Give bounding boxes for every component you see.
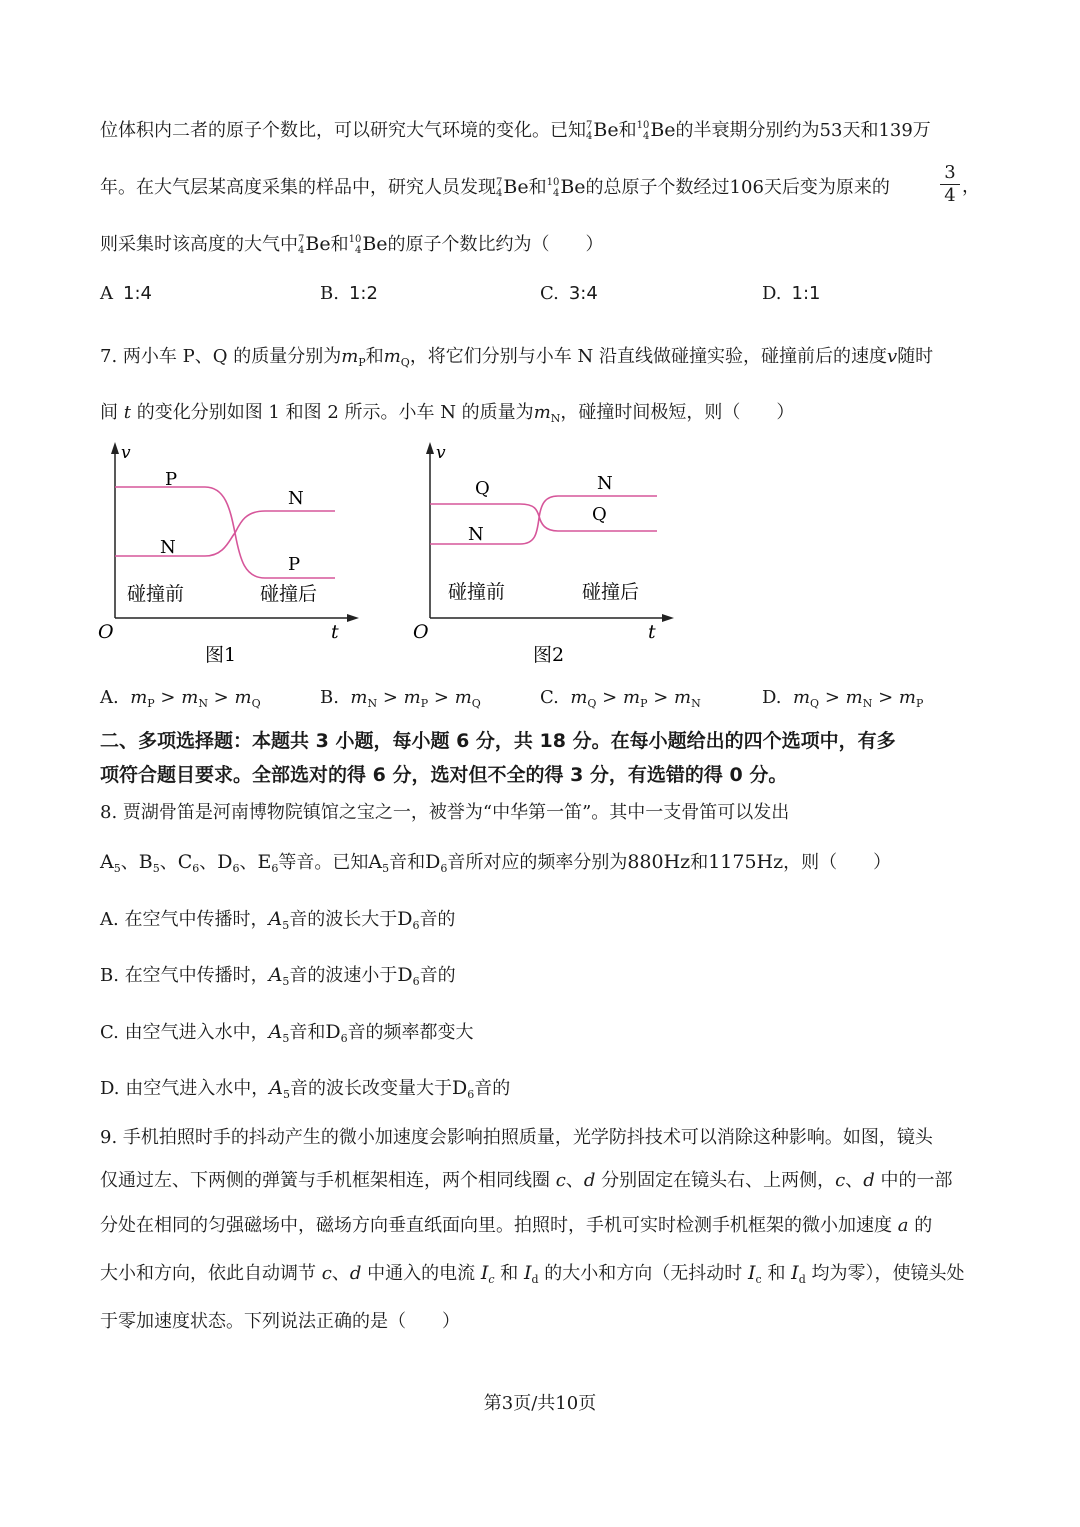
fig2-label-n-before: N [468,524,484,545]
fig2-label-n-after: N [597,473,613,494]
fig1-curve-n [115,511,335,556]
fig1-label-n-after: N [288,488,304,509]
nuclide-be7: 7 4 [496,177,503,199]
fig2-origin: O [413,621,429,643]
fig2-label-q-before: Q [475,478,490,499]
nuclide-be10: 10 4 [636,120,650,142]
fig2-caption: 图2 [533,644,565,666]
fig1-y-arrow-icon [111,442,119,454]
q6-option-d[interactable]: D. 1:1 [762,283,821,304]
nuclide-be10: 10 4 [546,177,560,199]
q7-option-d[interactable]: D. $m_Q > m_N > m_P$ [762,687,924,710]
q8-option-b[interactable]: B. 在空气中传播时，$A_5$音的波速小于$D_6$音的 [100,964,456,988]
nuclide-be7: 7 4 [298,234,305,256]
q6-option-b[interactable]: B. 1:2 [320,283,378,304]
q8-option-d[interactable]: D. 由空气进入水中，$A_5$音的波长改变量大于$D_6$音的 [100,1077,511,1101]
fig1-caption: 图1 [205,644,237,666]
q6-option-c[interactable]: C. 3:4 [540,283,598,304]
q7-line-2: 间 t 的变化分别如图 1 和图 2 所示。小车 N 的质量为$m_N$，碰撞时间极短，则（ ） [100,402,795,425]
fig1-before: 碰撞前 [127,583,185,605]
q6-line-3: 则采集时该高度的大气中 7 4 Be和 10 4 Be的原子个数比约为（ ） [100,233,604,256]
q7-option-c[interactable]: C. $m_Q > m_P > m_N$ [540,687,701,710]
fig2-x-label: t [648,621,656,643]
q9-line-5: 于零加速度状态。下列说法正确的是（ ） [100,1311,460,1332]
fig2-label-q-after: Q [592,504,607,525]
section-2-heading-line-2: 项符合题目要求。全部选对的得 6 分，选对但不全的得 3 分，有选错的得 0 分。 [100,764,788,786]
fig1-y-label: v [121,443,131,463]
figure-1-velocity-graph [95,438,375,673]
fig1-after: 碰撞后 [260,583,318,605]
section-2-heading-line-1: 二、多项选择题：本题共 3 小题，每小题 6 分，共 18 分。在每小题给出的四个选项中，有多 [100,730,896,752]
q6-line-2: 年。在大气层某高度采集的样品中，研究人员发现 7 4 Be和 10 4 Be的总原子个数经过106天后变为原来的 [100,176,890,199]
nuclide-be7: 7 4 [586,120,593,142]
fig1-x-label: t [331,621,339,643]
q7-option-a[interactable]: A. $m_P > m_N > m_Q$ [100,687,261,710]
fraction-three-quarters: $\frac{3}{4}$ [940,162,960,207]
q8-line-2: $A_5$、$B_5$、$C_6$、$D_6$、$E_6$等音。已知$A_5$音和$D_6$音所对应的频率分别为880Hz和1175Hz，则（ ） [100,851,892,875]
figure-2-velocity-graph [410,438,690,673]
fig2-curve-q [430,504,657,531]
q8-option-a[interactable]: A. 在空气中传播时，$A_5$音的波长大于$D_6$音的 [100,908,456,932]
fig1-label-n-before: N [160,537,176,558]
fig1-x-arrow-icon [347,614,359,622]
q9-line-2: 仅通过左、下两侧的弹簧与手机框架相连，两个相同线圈 c、d 分别固定在镜头右、上两侧，c、d 中的一部 [100,1170,953,1191]
q9-line-4: 大小和方向，依此自动调节 c、d 中通入的电流 $I_c$ 和 $I_d$ 的大小和方向（无抖动时 $I_c$ 和 $I_d$ 均为零），使镜头处 [100,1262,965,1286]
page-footer: 第3页/共10页 [483,1393,597,1414]
fig1-origin: O [98,621,114,643]
q6-option-a[interactable]: A 1:4 [100,283,152,304]
q6-line-1: 位体积内二者的原子个数比，可以研究大气环境的变化。已知 7 4 Be和 10 4 Be的半衰期分别约为53天和139万 [100,119,931,142]
q6-line-2-end: ， [962,176,980,197]
q8-option-c[interactable]: C. 由空气进入水中，$A_5$音和$D_6$音的频率都变大 [100,1021,474,1045]
fig2-before: 碰撞前 [448,581,506,603]
nuclide-be10: 10 4 [348,234,362,256]
fig2-y-label: v [436,443,446,463]
q9-line-1: 9. 手机拍照时手的抖动产生的微小加速度会影响拍照质量，光学防抖技术可以消除这种影响。如图，镜头 [100,1127,933,1148]
fig2-x-arrow-icon [662,614,674,622]
fig1-label-p-before: P [165,469,178,490]
fig1-label-p-after: P [288,554,301,575]
q7-line-1: 7. 两小车 P、Q 的质量分别为$m_P$和$m_Q$，将它们分别与小车 N 沿直线做碰撞实验，碰撞前后的速度v随时 [100,346,934,369]
q8-line-1: 8. 贾湖骨笛是河南博物院镇馆之宝之一，被誉为“中华第一笛”。其中一支骨笛可以发出 [100,802,790,823]
fig2-y-arrow-icon [426,442,434,454]
q9-line-3: 分处在相同的匀强磁场中，磁场方向垂直纸面向里。拍照时，手机可实时检测手机框架的微小加速度 a 的 [100,1215,933,1236]
q7-option-b[interactable]: B. $m_N > m_P > m_Q$ [320,687,481,710]
fig2-after: 碰撞后 [582,581,640,603]
